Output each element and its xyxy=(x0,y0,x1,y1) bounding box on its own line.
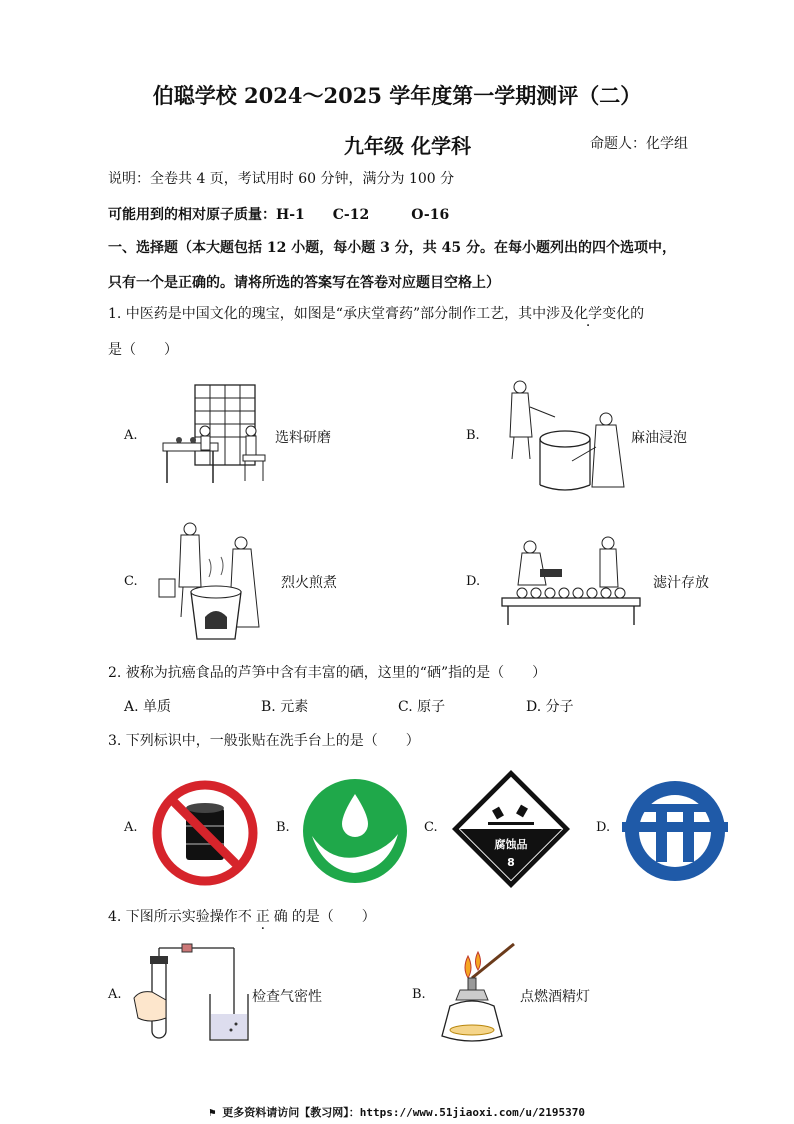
q4-option-b-letter: B. xyxy=(412,987,426,1002)
q1-option-a-letter: A. xyxy=(124,428,138,443)
q1-option-c-letter: C. xyxy=(124,574,138,589)
q4-option-a-letter: A. xyxy=(108,987,122,1002)
q1-option-d-letter: D. xyxy=(466,574,481,589)
q3-option-d-letter: D. xyxy=(596,820,611,835)
q2-option-b: B. 元素 xyxy=(261,699,309,715)
recycling-logo-icon xyxy=(622,778,728,884)
q1-text-pre: 1. 中医药是中国文化的瑰宝，如图是“承庆堂膏药”部分制作工艺，其中涉及 xyxy=(108,306,575,322)
q4-option-b-label: 点燃酒精灯 xyxy=(520,989,590,1005)
q3-option-a-letter: A. xyxy=(124,820,138,835)
boiling-illustration xyxy=(155,517,277,642)
q4-text-pre: 4. 下图所示实验操作 xyxy=(108,909,238,925)
q1-option-a-label: 选料研磨 xyxy=(275,430,331,446)
q4-text-post: 的是（ ） xyxy=(291,909,376,925)
q2-option-c: C. 原子 xyxy=(398,699,446,715)
q3-option-c-letter: C. xyxy=(424,820,438,835)
airtightness-check-illustration xyxy=(130,942,250,1044)
q3-option-b-letter: B. xyxy=(276,820,290,835)
atomic-mass-line: 可能用到的相对原子质量：H-1 C-12 O-16 xyxy=(108,207,450,223)
q1-text-post: 变化的 xyxy=(602,306,645,322)
q1-option-c-label: 烈火煎煮 xyxy=(281,575,337,591)
footer-link[interactable] xyxy=(0,1104,794,1120)
q1-text-line2: 是（ ） xyxy=(108,342,178,358)
corrosive-class: 8 xyxy=(507,856,515,869)
q1-option-b-letter: B. xyxy=(466,428,480,443)
q3-text: 3. 下列标识中，一般张贴在洗手台上的是（ ） xyxy=(108,733,420,749)
q4-option-a-label: 检查气密性 xyxy=(252,989,322,1005)
q4-text xyxy=(108,906,376,926)
exam-note: 说明：全卷共 4 页，考试用时 60 分钟，满分为 100 分 xyxy=(108,171,455,187)
corrosive-hazard-sign-icon xyxy=(450,768,572,890)
alcohol-lamp-illustration xyxy=(432,942,520,1046)
corrosive-label: 腐蚀品 xyxy=(494,838,528,851)
exam-subtitle: 九年级 化学科 xyxy=(344,134,471,158)
grinding-illustration xyxy=(155,383,270,488)
flag-icon: ⚑ xyxy=(209,1106,223,1119)
q1-option-b-label: 麻油浸泡 xyxy=(631,430,687,446)
exam-author: 命题人：化学组 xyxy=(590,136,688,152)
q2-option-a: A. 单质 xyxy=(124,699,172,715)
exam-title: 伯聪学校 2024～2025 学年度第一学期测评（二） xyxy=(152,83,642,108)
filtering-illustration xyxy=(500,533,642,628)
q2-option-d: D. 分子 xyxy=(526,699,574,715)
water-saving-sign-icon xyxy=(302,778,408,884)
section-heading-line1: 一、选择题（本大题包括 12 小题，每小题 3 分，共 45 分。在每小题列出的四个选项中， xyxy=(108,240,676,256)
q2-text: 2. 被称为抗癌食品的芦笋中含有丰富的硒，这里的“硒”指的是（ ） xyxy=(108,665,547,681)
q1-option-d-label: 滤汁存放 xyxy=(653,575,709,591)
q1-emphasis: 化学 xyxy=(574,306,603,322)
soaking-illustration xyxy=(500,377,628,495)
section-heading-line2: 只有一个是正确的。请将所选的答案写在答卷对应题目空格上） xyxy=(108,275,500,291)
q4-emphasis: 不正确 xyxy=(237,909,292,925)
no-oil-drum-sign-icon xyxy=(150,778,260,888)
footer-text: 更多资料请访问【教习网】：https://www.51jiaoxi.com/u/2195370 xyxy=(222,1106,585,1119)
q1-text-line1 xyxy=(108,303,644,323)
